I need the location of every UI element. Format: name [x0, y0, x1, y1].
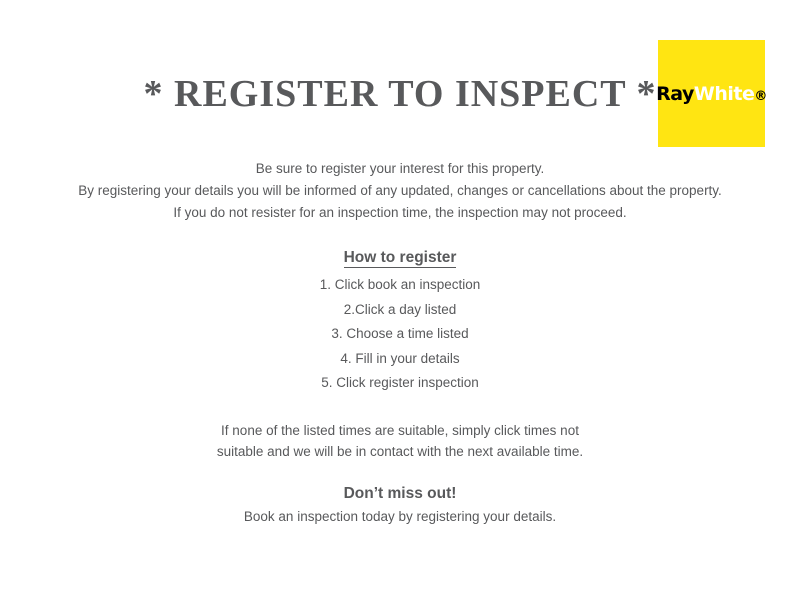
- list-item: 1. Click book an inspection: [319, 277, 481, 292]
- note-block: [0, 420, 800, 462]
- closing-heading: Don’t miss out!: [343, 485, 457, 502]
- page-title: * REGISTER TO INSPECT *: [143, 73, 657, 115]
- logo-ray-text: Ray: [656, 82, 694, 105]
- intro-line: If you do not resister for an inspection time, the inspection may not proceed.: [173, 205, 627, 220]
- intro-line: Be sure to register your interest for this property.: [255, 161, 545, 176]
- note-line: suitable and we will be in contact with the next available time.: [216, 444, 584, 459]
- intro-line: By registering your details you will be informed of any updated, changes or cancellations about the property.: [78, 183, 722, 198]
- steps-list: [0, 273, 800, 396]
- logo-registered-icon: ®: [754, 88, 767, 104]
- list-item: 2.Click a day listed: [343, 301, 457, 317]
- list-item: 4. Fill in your details: [340, 350, 460, 366]
- list-item: 3. Choose a time listed: [331, 326, 469, 342]
- howto-heading-text: How to register: [343, 249, 457, 266]
- intro-block: [0, 158, 800, 224]
- list-item: 5. Click register inspection: [321, 375, 479, 391]
- note-line: If none of the listed times are suitable, simply click times not: [221, 423, 579, 438]
- logo-white-text: White: [693, 82, 755, 105]
- howto-heading: [0, 249, 800, 267]
- closing-subtext: Book an inspection today by registering your details.: [243, 509, 557, 524]
